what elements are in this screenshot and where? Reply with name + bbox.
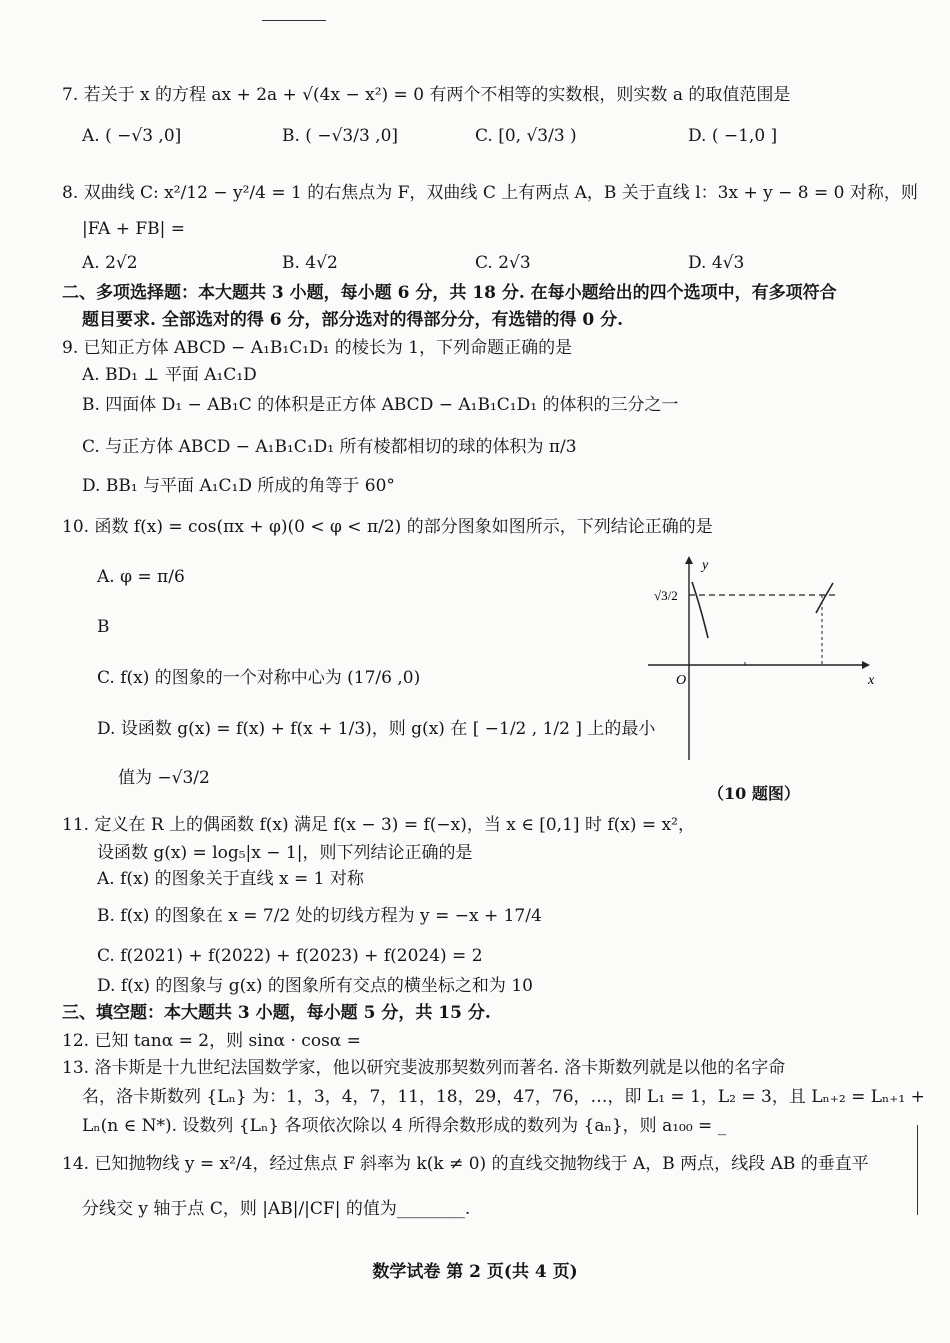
q11-option-a: A. f(x) 的图象关于直线 x = 1 对称: [97, 869, 364, 889]
q14-line1: 14. 已知抛物线 y = x²/4，经过焦点 F 斜率为 k(k ≠ 0) 的直线交抛物线于 A，B 两点，线段 AB 的垂直平: [62, 1154, 869, 1174]
y-tick-label: √3/2: [654, 588, 678, 603]
q7-option-b: B. ( −√3/3 ,0]: [282, 126, 399, 146]
q10-option-d-line1: D. 设函数 g(x) = f(x) + f(x + 1/3)，则 g(x) 在 [ −1/2 , 1/2 ] 上的最小: [97, 719, 656, 739]
y-axis-arrow: [685, 556, 693, 564]
q8-option-d: D. 4√3: [688, 253, 745, 273]
q7-stem: 7. 若关于 x 的方程 ax + 2a + √(4x − x²) = 0 有两个不相等的实数根，则实数 a 的取值范围是: [62, 85, 791, 105]
q10-graph: [640, 550, 880, 765]
q12-stem: 12. 已知 tanα = 2，则 sinα · cosα =: [62, 1031, 361, 1051]
q13-line2: 名，洛卡斯数列 {Lₙ} 为：1，3，4，7，11，18，29，47，76，…，即 L₁ = 1，L₂ = 3，且 Lₙ₊₂ = Lₙ₊₁ +: [82, 1087, 925, 1107]
q10-option-a: A. φ = π/6: [97, 567, 185, 587]
q9-stem: 9. 已知正方体 ABCD − A₁B₁C₁D₁ 的棱长为 1，下列命题正确的是: [62, 338, 573, 358]
q10-stem: 10. 函数 f(x) = cos(πx + φ)(0 < φ < π/2) 的部分图象如图所示，下列结论正确的是: [62, 517, 713, 537]
q13-line3: Lₙ(n ∈ N*). 设数列 {Lₙ} 各项依次除以 4 所得余数形成的数列为 {aₙ}，则 a₁₀₀ = _: [82, 1116, 727, 1136]
q7-option-c: C. [0, √3/3 ): [475, 126, 577, 146]
q10-option-b: B: [97, 617, 110, 637]
margin-line: [917, 1125, 918, 1215]
q9-option-d: D. BB₁ 与平面 A₁C₁D 所成的角等于 60°: [82, 476, 395, 496]
q8-stem-line2: |FA + FB| =: [82, 219, 186, 239]
curve-right-branch: [816, 583, 833, 613]
q10-option-d-line2: 值为 −√3/2: [118, 768, 210, 788]
q13-line1: 13. 洛卡斯是十九世纪法国数学家，他以研究斐波那契数列而著名. 洛卡斯数列就是以他的名字命: [62, 1058, 786, 1078]
q8-option-b: B. 4√2: [282, 253, 338, 273]
origin-label: O: [676, 673, 687, 688]
q10-graph-svg: [640, 550, 880, 765]
q11-option-d: D. f(x) 的图象与 g(x) 的图象所有交点的横坐标之和为 10: [97, 976, 533, 996]
q11-stem-line1: 11. 定义在 R 上的偶函数 f(x) 满足 f(x − 3) = f(−x)，当 x ∈ [0,1] 时 f(x) = x²，: [62, 815, 695, 835]
q7-option-a: A. ( −√3 ,0]: [82, 126, 182, 146]
section2-heading-line1: 二、多项选择题：本大题共 3 小题，每小题 6 分，共 18 分. 在每小题给出的四个选项中，有多项符合: [62, 283, 837, 303]
q8-option-a: A. 2√2: [82, 253, 138, 273]
q9-option-c: C. 与正方体 ABCD − A₁B₁C₁D₁ 所有棱都相切的球的体积为 π/3: [82, 437, 577, 457]
q7-option-d: D. ( −1,0 ]: [688, 126, 778, 146]
q11-stem-line2: 设函数 g(x) = log₅|x − 1|，则下列结论正确的是: [97, 843, 473, 863]
q10-figure-caption: （10 题图）: [708, 784, 800, 803]
q8-option-c: C. 2√3: [475, 253, 531, 273]
q8-stem-line1: 8. 双曲线 C: x²/12 − y²/4 = 1 的右焦点为 F，双曲线 C 上有两点 A，B 关于直线 l：3x + y − 8 = 0 对称，则: [62, 183, 918, 203]
y-axis-label: y: [702, 558, 709, 573]
q9-option-a: A. BD₁ ⊥ 平面 A₁C₁D: [82, 365, 257, 385]
x-axis-label: x: [868, 673, 875, 688]
q11-option-c: C. f(2021) + f(2022) + f(2023) + f(2024) = 2: [97, 946, 483, 966]
q11-option-b: B. f(x) 的图象在 x = 7/2 处的切线方程为 y = −x + 17/4: [97, 906, 542, 926]
q10-option-c: C. f(x) 的图象的一个对称中心为 (17/6 ,0): [97, 668, 421, 688]
x-axis-arrow: [862, 661, 870, 669]
q9-option-b: B. 四面体 D₁ − AB₁C 的体积是正方体 ABCD − A₁B₁C₁D₁ 的体积的三分之一: [82, 395, 679, 415]
q14-line2: 分线交 y 轴于点 C，则 |AB|/|CF| 的值为________.: [82, 1199, 471, 1219]
top-mark: [262, 20, 326, 21]
section3-heading: 三、填空题：本大题共 3 小题，每小题 5 分，共 15 分.: [62, 1003, 491, 1023]
curve-left-branch: [692, 582, 708, 638]
section2-heading-line2: 题目要求. 全部选对的得 6 分，部分选对的得部分分，有选错的得 0 分.: [82, 310, 624, 330]
page-footer: 数学试卷 第 2 页(共 4 页): [372, 1262, 578, 1282]
